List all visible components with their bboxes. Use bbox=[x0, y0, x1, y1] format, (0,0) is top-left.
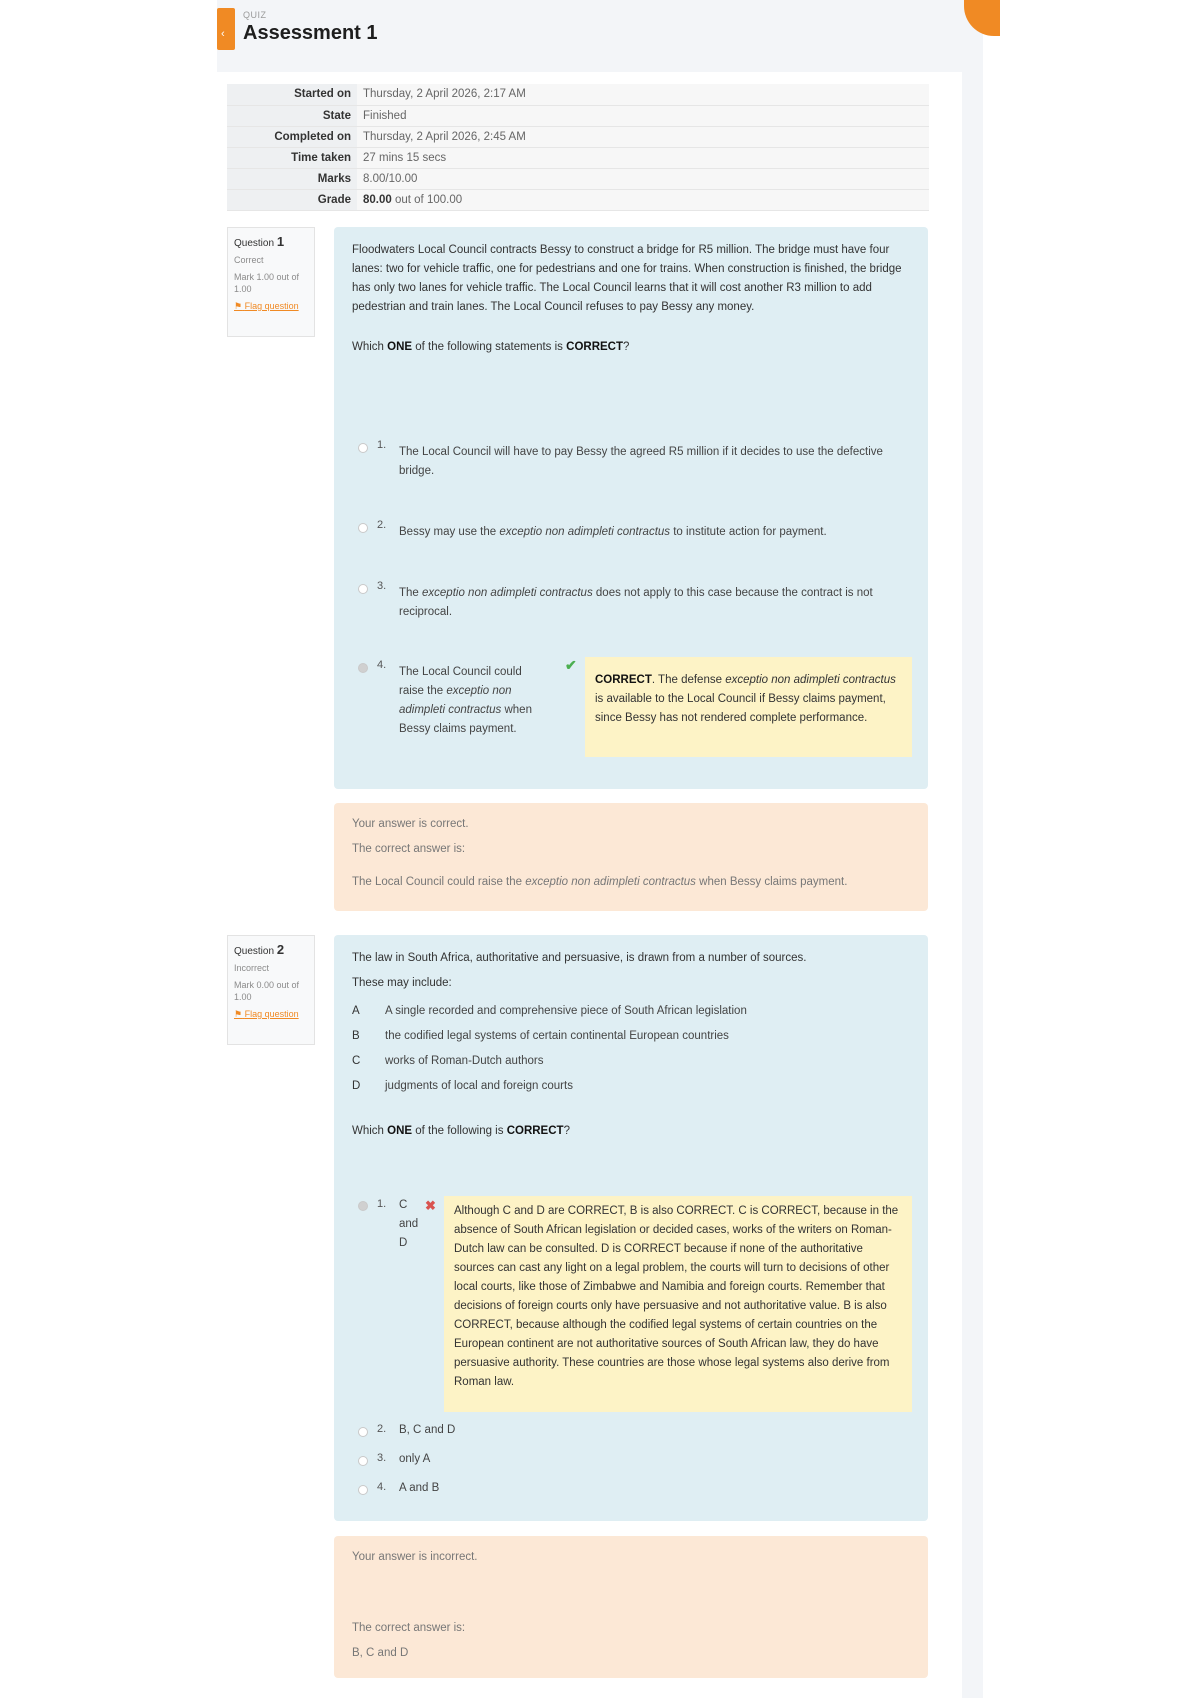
question-grade: Mark 0.00 out of 1.00 bbox=[234, 980, 300, 1002]
option-radio-2[interactable] bbox=[358, 1427, 368, 1437]
question-text: Floodwaters Local Council contracts Bessy to construct a bridge for R5 million. The bridge must have four lanes: two for vehicle traffic, one for pedestrians and one for trains. When construction is finished, the bridge has only two lanes for vehicle traffic. The Local Council learns that it will cost another R3 million to add pedestrian and train lanes. The Local Council refuses to pay Bessy any money. bbox=[352, 244, 902, 313]
flag-icon: ⚑ bbox=[234, 301, 243, 311]
correct-answer-label: The correct answer is: bbox=[352, 843, 466, 855]
summary-label: Completed on bbox=[227, 126, 357, 147]
summary-row bbox=[227, 168, 929, 189]
grade-suffix: out of 100.00 bbox=[391, 193, 463, 206]
option-number: 3. bbox=[377, 580, 387, 592]
option-number: 4. bbox=[377, 1481, 387, 1493]
page-title: Assessment 1 bbox=[243, 22, 378, 44]
option-feedback-2: Although C and D are CORRECT, B is also CORRECT. C is CORRECT, because in the absence of South African legislation or decided cases, works of the writers on Roman-Dutch law can be consulted. D is CORRECT because if none of the authoritative sources can cast any light on a legal problem, the courts will turn to decisions of other local courts, like those of Zimbabwe and Namibia and foreign courts. Remember that decisions of foreign courts only have persuasive and not authoritative value. B is also CORRECT, because although the codified legal systems of certain countries on the European continent are not authoritative sources of South African law, they do have persuasive authority. These countries are those whose legal systems also derive from Roman law. bbox=[444, 1196, 912, 1412]
summary-value: Thursday, 2 April 2026, 2:45 AM bbox=[357, 126, 929, 147]
summary-label: Time taken bbox=[227, 147, 357, 168]
question-state: Incorrect bbox=[234, 963, 270, 973]
check-icon: ✔ bbox=[565, 657, 577, 673]
correct-answer: B, C and D bbox=[352, 1647, 409, 1659]
option-number: 4. bbox=[377, 659, 387, 671]
summary-row bbox=[227, 147, 929, 168]
summary-value: Thursday, 2 April 2026, 2:17 AM bbox=[357, 84, 929, 105]
option-radio-3[interactable] bbox=[358, 1456, 368, 1466]
summary-row bbox=[227, 105, 929, 126]
option-text-3: only A bbox=[399, 1453, 431, 1465]
option-number: 3. bbox=[377, 1452, 387, 1464]
outcome-box-2 bbox=[334, 1536, 928, 1678]
option-number: 2. bbox=[377, 1423, 387, 1435]
summary-row bbox=[227, 126, 929, 147]
nav-toggle-button[interactable] bbox=[217, 8, 235, 50]
option-text-2: B, C and D bbox=[399, 1424, 456, 1436]
list-item: B the codified legal systems of certain continental European countries bbox=[352, 1030, 729, 1042]
option-text-1: C and D bbox=[399, 1199, 419, 1249]
question-number: Question 1 bbox=[234, 234, 285, 249]
flag-question-link[interactable]: ⚑ Flag question bbox=[234, 301, 299, 311]
option-text-1: The Local Council will have to pay Bessy the agreed R5 million if it decides to use the defective bridge. bbox=[399, 446, 883, 477]
summary-label: Grade bbox=[227, 189, 357, 210]
option-number: 1. bbox=[377, 1198, 387, 1210]
summary-value bbox=[357, 189, 929, 210]
question-number: Question 2 bbox=[234, 942, 285, 957]
question-prompt: Which ONE of the following is CORRECT? bbox=[352, 1125, 570, 1137]
question-info-1 bbox=[227, 227, 315, 337]
summary-row bbox=[227, 189, 929, 210]
breadcrumb[interactable]: QUIZ bbox=[243, 10, 267, 20]
option-number: 2. bbox=[377, 519, 387, 531]
option-text-3: The exceptio non adimpleti contractus does not apply to this case because the contract is not reciprocal. bbox=[399, 587, 873, 618]
option-text-4: The Local Council could raise the exceptio non adimpleti contractus when Bessy claims payment. bbox=[399, 666, 532, 735]
outcome-text: Your answer is correct. bbox=[352, 818, 469, 830]
flag-icon: ⚑ bbox=[234, 1009, 243, 1019]
option-radio-4[interactable] bbox=[358, 663, 368, 673]
attempt-summary-table bbox=[227, 84, 929, 211]
correct-answer-label: The correct answer is: bbox=[352, 1622, 466, 1634]
correct-answer: The Local Council could raise the exceptio non adimpleti contractus when Bessy claims payment. bbox=[352, 876, 848, 888]
summary-value: Finished bbox=[357, 105, 929, 126]
summary-label: Marks bbox=[227, 168, 357, 189]
question-prompt: Which ONE of the following statements is CORRECT? bbox=[352, 341, 630, 353]
grade-value: 80.00 bbox=[363, 193, 392, 206]
option-number: 1. bbox=[377, 439, 387, 451]
option-radio-1[interactable] bbox=[358, 1201, 368, 1211]
cross-icon: ✖ bbox=[425, 1198, 436, 1213]
summary-value: 8.00/10.00 bbox=[357, 168, 929, 189]
option-radio-3[interactable] bbox=[358, 584, 368, 594]
option-radio-4[interactable] bbox=[358, 1485, 368, 1495]
option-radio-2[interactable] bbox=[358, 523, 368, 533]
outcome-box-1 bbox=[334, 803, 928, 911]
option-text-4: A and B bbox=[399, 1482, 440, 1494]
list-item: A A single recorded and comprehensive piece of South African legislation bbox=[352, 1005, 747, 1017]
question-intro: The law in South Africa, authoritative and persuasive, is drawn from a number of sources. bbox=[352, 952, 807, 964]
question-may-include: These may include: bbox=[352, 977, 452, 989]
option-text-2: Bessy may use the exceptio non adimpleti contractus to institute action for payment. bbox=[399, 526, 827, 538]
summary-row bbox=[227, 84, 929, 105]
flag-question-link[interactable]: ⚑ Flag question bbox=[234, 1009, 299, 1019]
question-info-2 bbox=[227, 935, 315, 1045]
option-feedback-1: CORRECT. The defense exceptio non adimpleti contractus is available to the Local Council if Bessy claims payment, since Bessy has not rendered complete performance. bbox=[585, 657, 912, 757]
list-item: C works of Roman-Dutch authors bbox=[352, 1055, 544, 1067]
list-item: D judgments of local and foreign courts bbox=[352, 1080, 573, 1092]
summary-value: 27 mins 15 secs bbox=[357, 147, 929, 168]
outcome-text: Your answer is incorrect. bbox=[352, 1551, 478, 1563]
question-state: Correct bbox=[234, 255, 264, 265]
chevron-left-icon: ‹ bbox=[221, 28, 225, 40]
source-list bbox=[352, 999, 910, 1099]
summary-label: State bbox=[227, 105, 357, 126]
summary-label: Started on bbox=[227, 84, 357, 105]
question-grade: Mark 1.00 out of 1.00 bbox=[234, 272, 300, 294]
option-radio-1[interactable] bbox=[358, 443, 368, 453]
